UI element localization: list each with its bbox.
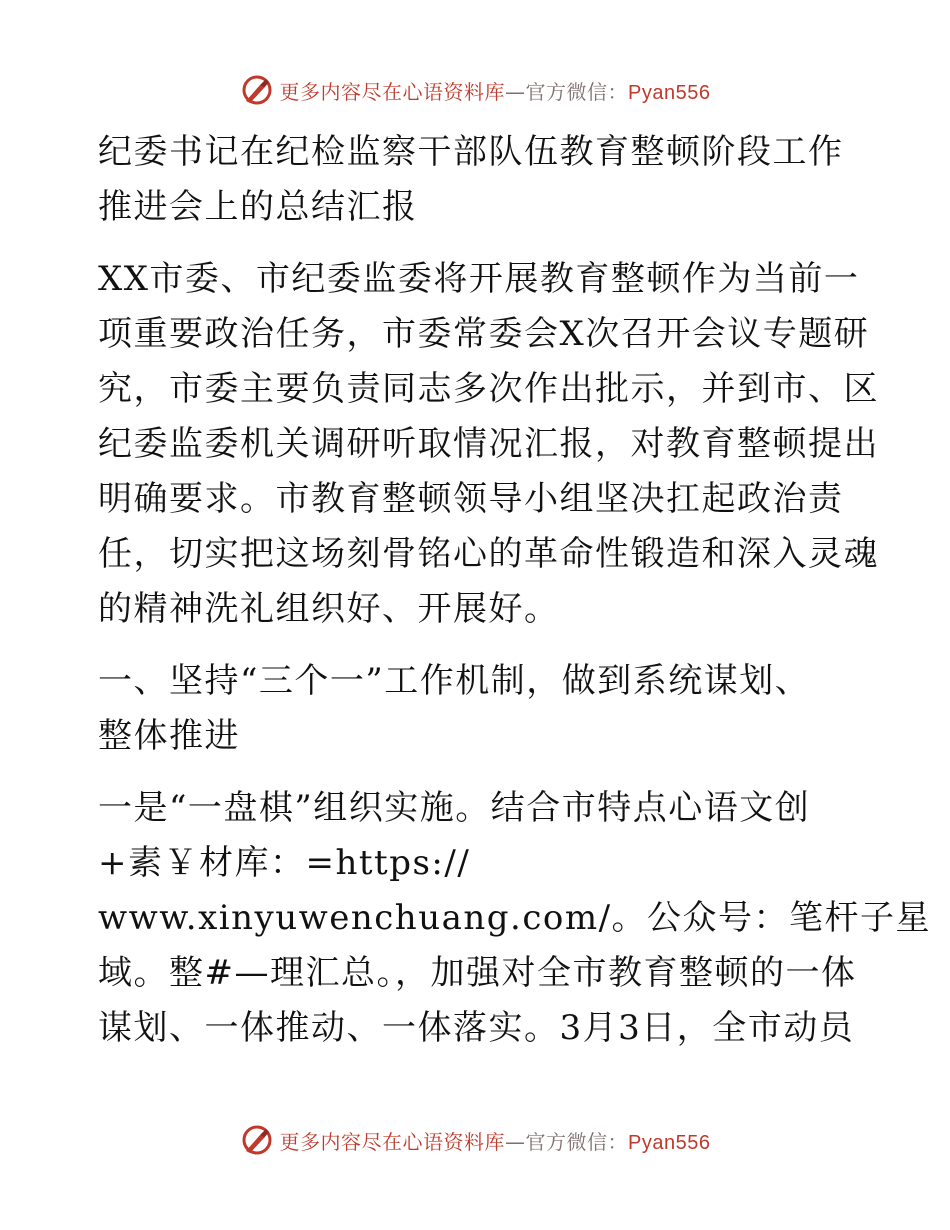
paragraph-line: 一是“一盘棋”组织实施。结合市特点心语文创 <box>98 788 811 828</box>
watermark-site: 更多内容尽在心语资料库 <box>279 1129 506 1154</box>
paragraph-intro <box>98 252 879 637</box>
paragraph-line: 究，市委主要负责同志多次作出批示，并到市、区 <box>98 369 879 409</box>
watermark-header <box>0 70 950 110</box>
heading-line: 整体推进 <box>98 716 240 756</box>
watermark-text <box>280 1126 711 1155</box>
heading-line: 一、坚持“三个一”工作机制，做到系统谋划、 <box>98 661 811 701</box>
document-body <box>98 125 932 1056</box>
title-line: 纪委书记在纪检监察干部队伍教育整顿阶段工作 <box>98 132 844 172</box>
watermark-wechat-id: Pyan556 <box>628 81 711 104</box>
paragraph-line: 项重要政治任务，市委常委会X次召开会议专题研 <box>98 314 870 354</box>
paragraph-line: +素￥材库：=https:// <box>98 843 471 883</box>
paragraph-line: 明确要求。市教育整顿领导小组坚决扛起政治责 <box>98 479 844 519</box>
watermark-text <box>280 76 711 105</box>
title-line: 推进会上的总结汇报 <box>98 187 418 227</box>
paragraph-line: 域。整#—理汇总。，加强对全市教育整顿的一体 <box>98 953 857 993</box>
paragraph-line: XX市委、市纪委监委将开展教育整顿作为当前一 <box>98 259 860 299</box>
watermark-wechat-label: —官方微信： <box>505 1129 629 1154</box>
watermark-footer <box>0 1120 950 1160</box>
watermark-wechat-label: —官方微信： <box>505 79 629 104</box>
paragraph-line: 纪委监委机关调研听取情况汇报，对教育整顿提出 <box>98 424 879 464</box>
watermark-site: 更多内容尽在心语资料库 <box>279 79 506 104</box>
paragraph-line: 任，切实把这场刻骨铭心的革命性锻造和深入灵魂 <box>98 534 879 574</box>
paragraph-line: 的精神洗礼组织好、开展好。 <box>98 589 560 629</box>
pen-logo-icon <box>240 1123 274 1157</box>
paragraph-line: www.xinyuwenchuang.com/。公众号：笔杆子星 <box>98 898 932 938</box>
section-heading-1 <box>98 654 858 764</box>
paragraph-section-1 <box>98 781 932 1056</box>
pen-logo-icon <box>240 73 274 107</box>
paragraph-line: 谋划、一体推动、一体落实。3月3日，全市动员 <box>98 1008 855 1048</box>
document-title <box>98 125 858 235</box>
watermark-wechat-id: Pyan556 <box>628 1131 711 1154</box>
